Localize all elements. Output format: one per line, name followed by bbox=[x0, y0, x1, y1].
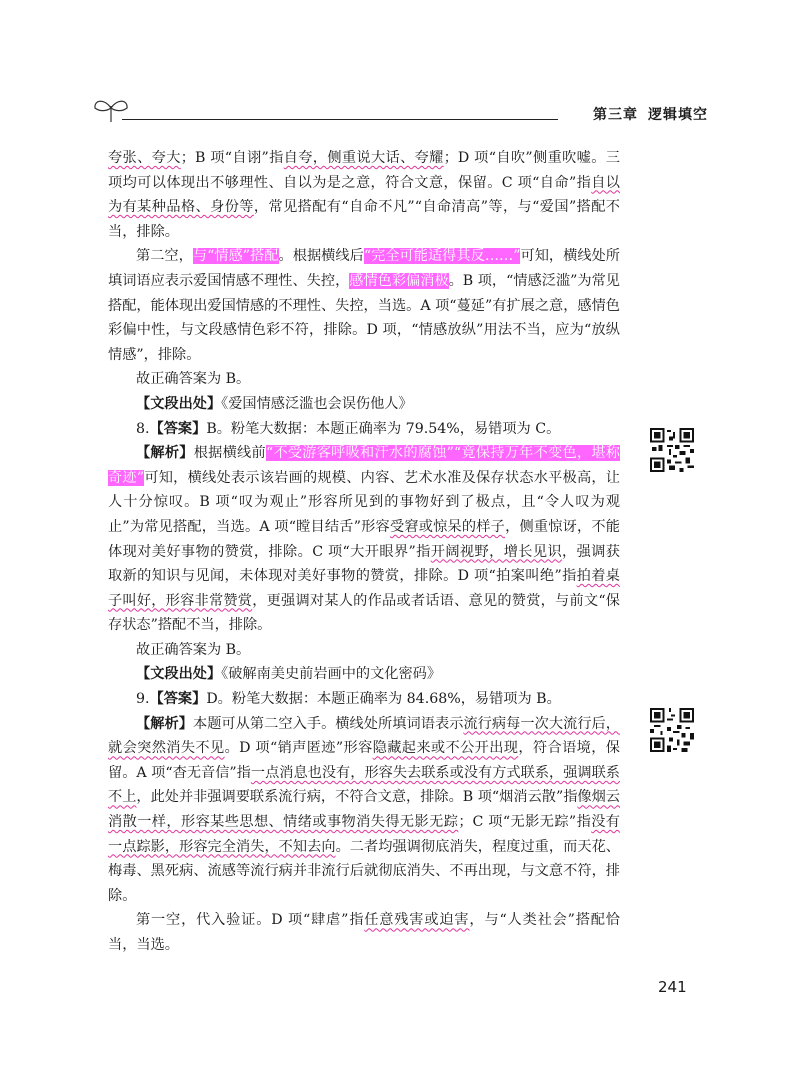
text: 可知，横线处表示该岩画的规模、内容、艺术水准及保存状态水平极高，让人十分惊叹。B 项“叹为观止”形容所见到的事物好到了极点，且“令人叹为观止”为常见搭配，当选。A 项“瞠目结舌”形容 bbox=[108, 469, 620, 535]
underlined-text: 隐藏起来或不公开出现 bbox=[372, 740, 519, 757]
section-title: 逻辑填空 bbox=[648, 107, 708, 123]
analysis-label: 【解析】 bbox=[136, 715, 193, 732]
source-label: 【文段出处】 bbox=[136, 666, 222, 683]
source-title: 《破解南美史前岩画中的文化密码》 bbox=[221, 666, 442, 683]
underlined-text: 像烟云消散一样，形容某些思想、情绪或事物消失得无影无踪 bbox=[108, 789, 620, 831]
underlined-text: 自以为有某种品格、身份等 bbox=[108, 174, 620, 216]
text: 。二者均强调彻底消失，程度过重，而天花、梅毒、黑死病、流感等流行病并非流行后就彻底消失、不再出现，与文意不符，排除。 bbox=[108, 838, 620, 904]
source-line-7 bbox=[108, 392, 620, 417]
page-content bbox=[108, 146, 620, 958]
underlined-text: 受窘或惊呆的样子 bbox=[389, 518, 506, 535]
chapter-number: 第三章 bbox=[593, 107, 638, 123]
underlined-text: 一点消息也没有，形容失去联系或没有方式联系，强调联系不上 bbox=[108, 764, 620, 806]
text: ；B 项“自诩”指 bbox=[180, 150, 284, 166]
text: 根据横线前 bbox=[193, 445, 266, 462]
text: ；D 项“自吹”侧重吹嘘。三项均可以体现出不够理性、自以为是之意，符合文意，保留。C 项“自命”指 bbox=[108, 150, 620, 191]
chapter-title bbox=[593, 104, 708, 124]
underlined-text: 流行病每一次大流行后，就会突然消失不见 bbox=[108, 715, 620, 757]
text: 本题可从第二空入手。横线处所填词语表示 bbox=[192, 715, 464, 732]
answer-line-9 bbox=[108, 687, 620, 712]
underlined-text: 夸张、夸大 bbox=[108, 150, 181, 166]
analysis-paragraph-8 bbox=[108, 441, 620, 638]
underlined-text: 拍着桌子叫好，形容非常赞赏 bbox=[108, 568, 620, 609]
paragraph-second-blank bbox=[108, 244, 620, 367]
text: ，强调获取新的知识与见闻，未体现对美好事物的赞赏，排除。D 项“拍案叫绝”指 bbox=[108, 543, 620, 585]
text: ，侧重惊讶，不能体现对美好事物的赞赏，排除。C 项“大开眼界”指 bbox=[108, 518, 620, 560]
highlighted-text: “不受游客呼吸和汗水的腐蚀”“竟保持万年不变色，堪称奇迹” bbox=[108, 445, 620, 486]
paragraph-first-blank-continued bbox=[108, 146, 620, 244]
underlined-text: 任意残害或迫害 bbox=[364, 912, 470, 929]
question-number: 8. bbox=[136, 420, 150, 437]
answer-line-8 bbox=[108, 417, 620, 442]
text: ，常见搭配有“自命不凡”“自命清高”等，与“爱国”搭配不当，排除。 bbox=[108, 199, 620, 240]
analysis-label: 【解析】 bbox=[136, 445, 194, 462]
underlined-text: 开阔视野，增长见识 bbox=[430, 543, 563, 560]
text: 第一空，代入验证。D 项“肆虐”指 bbox=[136, 912, 365, 929]
answer-label: 【答案】 bbox=[149, 691, 207, 708]
text: 第二空， bbox=[136, 248, 193, 265]
running-header bbox=[92, 92, 708, 126]
page-number: 241 bbox=[658, 978, 687, 996]
text: ，此处并非强调要联系流行病，不符合文意，排除。B 项“烟消云散”指 bbox=[136, 789, 578, 806]
underlined-text: 没有一点踪影，形容完全消失，不知去向 bbox=[108, 814, 620, 855]
text: ，与“人类社会”搭配恰当，当选。 bbox=[108, 912, 620, 953]
qr-code-icon[interactable] bbox=[650, 428, 694, 472]
answer-text: D。粉笔大数据：本题正确率为 84.68%，易错项为 B。 bbox=[206, 691, 561, 708]
highlighted-text: 与“情感”搭配 bbox=[192, 248, 279, 265]
text: ，更强调对某人的作品或者话语、意见的赞赏，与前文“保存状态”搭配不当，排除。 bbox=[108, 592, 620, 634]
qr-code-icon[interactable] bbox=[650, 708, 694, 752]
answer-conclusion-8: 故正确答案为 B。 bbox=[136, 641, 251, 658]
source-label: 【文段出处】 bbox=[136, 395, 222, 412]
text: ；C 项“无影无踪”指 bbox=[458, 814, 592, 831]
source-line-8 bbox=[108, 662, 620, 687]
analysis-paragraph-9 bbox=[108, 712, 620, 909]
underlined-text: 自夸，侧重说大话、夸耀 bbox=[283, 150, 444, 166]
paragraph-first-blank-9 bbox=[108, 908, 620, 957]
question-number: 9. bbox=[136, 691, 150, 708]
highlighted-text: 感情色彩偏消极 bbox=[349, 272, 449, 289]
text: ，符合语境，保留。A 项“杳无音信”指 bbox=[108, 740, 620, 781]
text: 可知，横线处所填词语应表示爱国情感不理性、失控， bbox=[108, 248, 620, 289]
answer-label: 【答案】 bbox=[149, 420, 207, 437]
header-rule bbox=[122, 119, 558, 120]
text: 。D 项“销声匿迹”形容 bbox=[224, 740, 373, 757]
answer-line-7: 故正确答案为 B。 bbox=[136, 371, 251, 388]
text: 。B 项，“情感泛滥”为常见搭配，能体现出爱国情感的不理性、失控，当选。A 项“蔓延”有扩展之意，感情色彩偏中性，与文段感情色彩不符，排除。D 项，“情感放纵”用法不当，应为“放纵情感”，排除。 bbox=[108, 272, 620, 363]
text: 。根据横线后 bbox=[278, 248, 364, 265]
source-title: 《爱国情感泛滥也会误伤他人》 bbox=[221, 395, 413, 412]
answer-text: B。粉笔大数据：本题正确率为 79.54%，易错项为 C。 bbox=[206, 420, 561, 437]
highlighted-text: “完全可能适得其反……” bbox=[363, 248, 521, 265]
